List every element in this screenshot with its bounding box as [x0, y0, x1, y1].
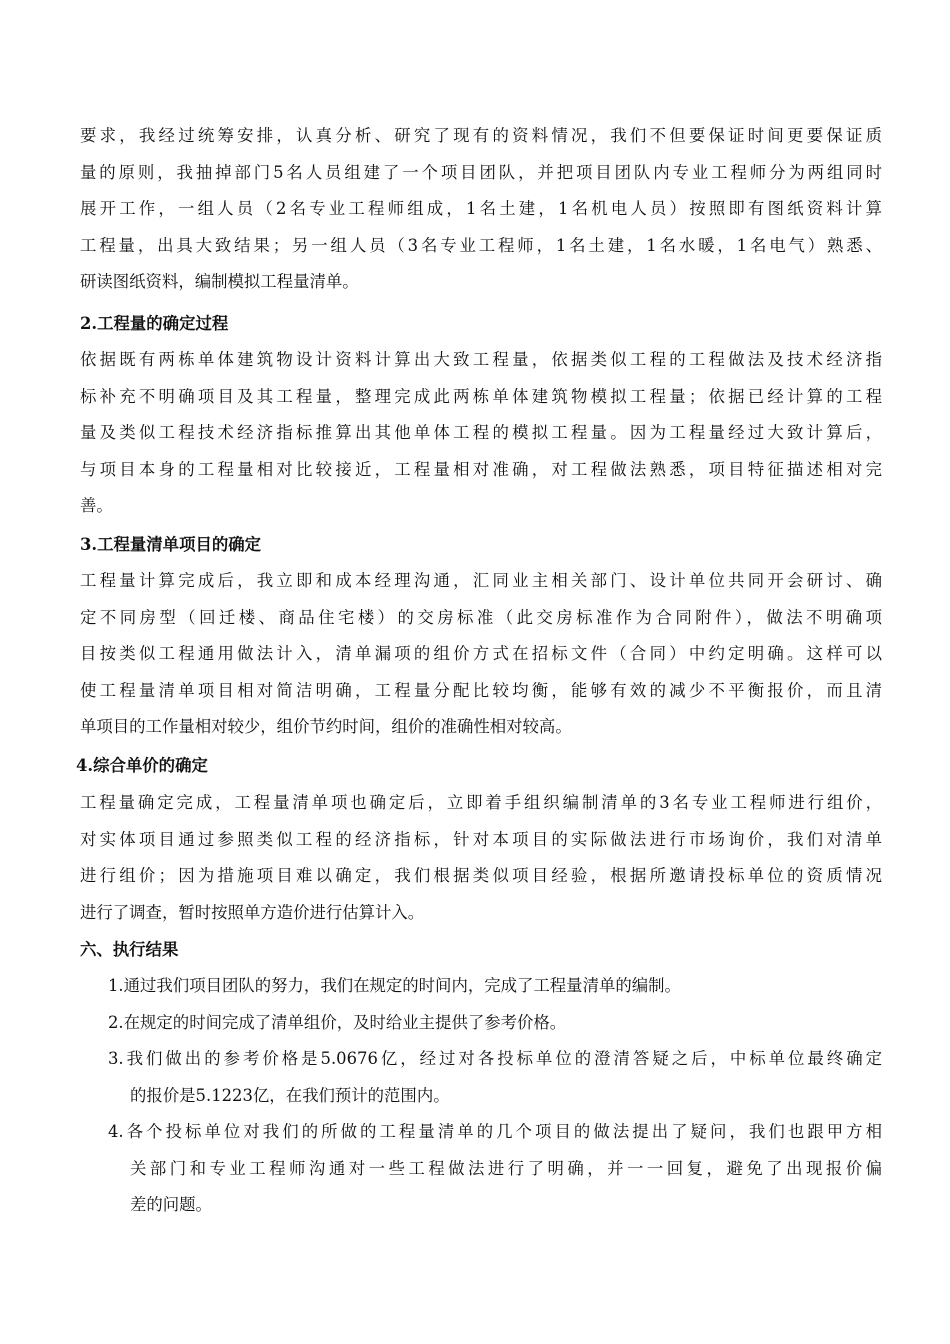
list-item	[108, 968, 882, 1005]
paragraph-bill-items	[80, 563, 882, 746]
text-line: 4.各个投标单位对我们的所做的工程量清单的几个项目的做法提出了疑问，我们也跟甲方相	[108, 1122, 882, 1141]
text-line: 差的问题。	[130, 1195, 212, 1214]
list-item	[108, 1005, 882, 1042]
text-line: 与项目本身的工程量相对比较接近，工程量相对准确，对工程做法熟悉，项目特征描述相对完	[80, 459, 882, 479]
section-heading-3: 3.工程量清单项目的确定	[80, 535, 262, 554]
section-heading-4: 4.综合单价的确定	[76, 756, 208, 775]
text-line: 工程量，出具大致结果；另一组人员（3名专业工程师，1名土建，1名水暖，1名电气）熟悉、	[80, 235, 882, 255]
results-list	[108, 968, 882, 1224]
text-line: 的报价是5.1223亿，在我们预计的范围内。	[130, 1085, 450, 1105]
text-line: 标补充不明确项目及其工程量，整理完成此两栋单体建筑物模拟工程量；依据已经计算的工程	[80, 386, 882, 406]
text-line: 善。	[80, 496, 113, 515]
text-line: 进行组价；因为措施项目难以确定，我们根据类似项目经验，根据所邀请投标单位的资质情况	[80, 866, 882, 885]
list-item	[108, 1114, 882, 1224]
text-line: 依据既有两栋单体建筑物设计资料计算出大致工程量，依据类似工程的工程做法及技术经济指	[80, 350, 882, 369]
paragraph-unit-price	[80, 785, 882, 931]
text-line: 工程量计算完成后，我立即和成本经理沟通，汇同业主相关部门、设计单位共同开会研讨、确	[80, 571, 882, 590]
text-line: 展开工作，一组人员（2名专业工程师组成，1名土建，1名机电人员）按照即有图纸资料计算	[80, 199, 882, 218]
text-line: 单项目的工作量相对较少，组价节约时间，组价的准确性相对较高。	[80, 717, 572, 736]
paragraph-quantity-process	[80, 342, 882, 525]
text-line: 3.我们做出的参考价格是5.0676亿，经过对各投标单位的澄清答疑之后，中标单位最终确定	[108, 1049, 882, 1068]
text-line: 量的原则，我抽掉部门5名人员组建了一个项目团队，并把项目团队内专业工程师分为两组同时	[80, 162, 882, 182]
text-line: 1.通过我们项目团队的努力，我们在规定的时间内，完成了工程量清单的编制。	[108, 976, 681, 995]
text-line: 量及类似工程技术经济指标推算出其他单体工程的模拟工程量。因为工程量经过大致计算后，	[80, 423, 882, 442]
text-line: 2.在规定的时间完成了清单组价，及时给业主提供了参考价格。	[108, 1012, 567, 1032]
section-heading-2: 2.工程量的确定过程	[80, 314, 229, 333]
list-item	[108, 1041, 882, 1114]
text-line: 进行了调查，暂时按照单方造价进行估算计入。	[80, 902, 425, 922]
text-line: 要求，我经过统筹安排，认真分析、研究了现有的资料情况，我们不但要保证时间更要保证质	[80, 126, 882, 145]
paragraph-team-organization	[80, 118, 882, 301]
section-heading-results: 六、执行结果	[80, 940, 179, 959]
text-line: 使工程量清单项目相对简洁明确，工程量分配比较均衡，能够有效的减少不平衡报价，而且清	[80, 680, 882, 700]
text-line: 关部门和专业工程师沟通对一些工程做法进行了明确，并一一回复，避免了出现报价偏	[130, 1158, 882, 1178]
text-line: 对实体项目通过参照类似工程的经济指标，针对本项目的实际做法进行市场询价，我们对清单	[80, 829, 882, 849]
text-line: 目按类似工程通用做法计入，清单漏项的组价方式在招标文件（合同）中约定明确。这样可以	[80, 644, 882, 663]
text-line: 定不同房型（回迁楼、商品住宅楼）的交房标准（此交房标准作为合同附件），做法不明确项	[80, 607, 882, 627]
text-line: 研读图纸资料，编制模拟工程量清单。	[80, 272, 359, 291]
text-line: 工程量确定完成，工程量清单项也确定后，立即着手组织编制清单的3名专业工程师进行组价，	[80, 793, 882, 812]
